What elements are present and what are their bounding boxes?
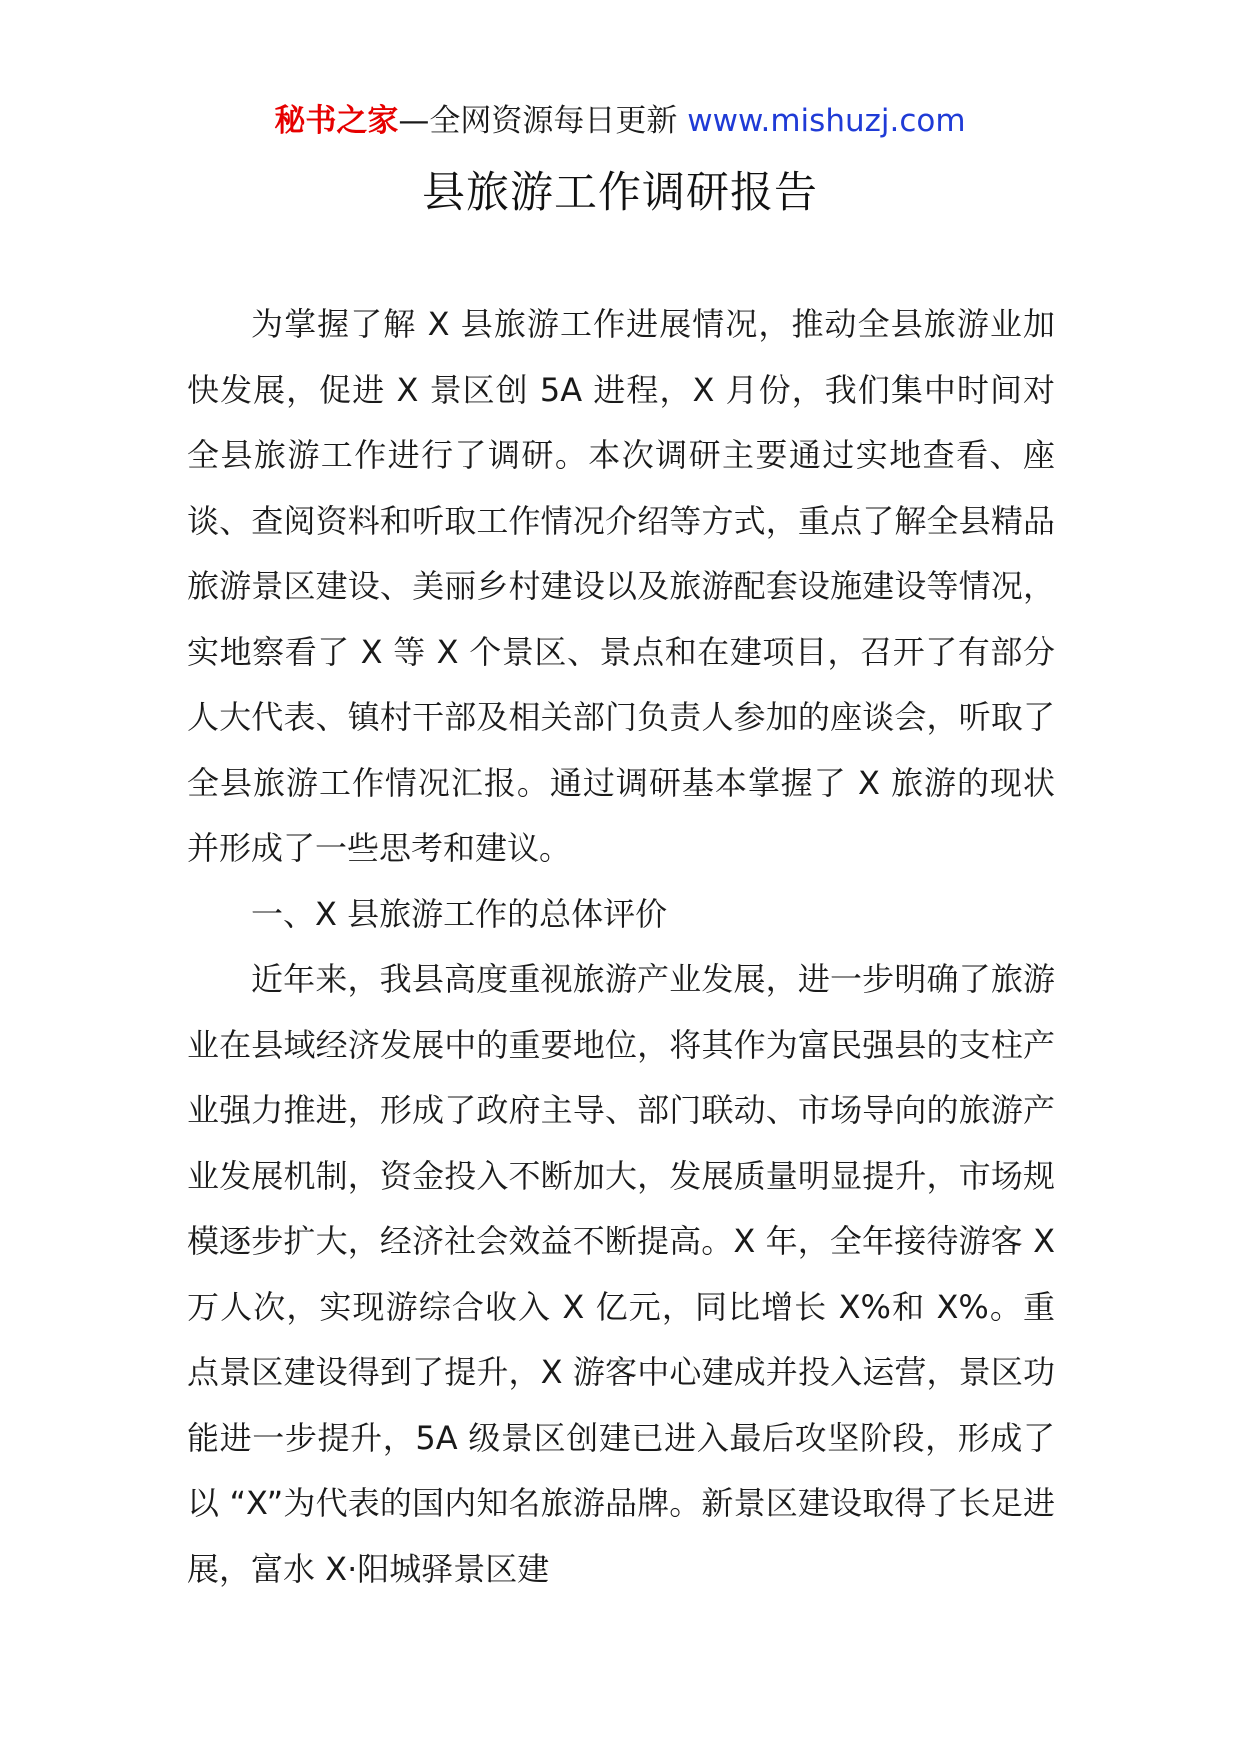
site-url-link[interactable]: www.mishuzj.com [687,103,966,139]
site-header [0,98,1240,144]
paragraph-evaluation: 近年来，我县高度重视旅游产业发展，进一步明确了旅游业在县域经济发展中的重要地位，将其作为富民强县的支柱产业强力推进，形成了政府主导、部门联动、市场导向的旅游产业发展机制，资金投入不断加大，发展质量明显提升，市场规模逐步扩大，经济社会效益不断提高。X 年，全年接待游客 X 万人次，实现游综合收入 X 亿元，同比增长 X%和 X%。重点景区建设得到了提升，X 游客中心建成并投入运营，景区功能进一步提升，5A 级景区创建已进入最后攻坚阶段，形成了以 “X”为代表的国内知名旅游品牌。新景区建设取得了长足进展，富水 X·阳城驿景区建 [187,960,1055,1588]
section-heading-1: 一、X 县旅游工作的总体评价 [251,894,668,933]
site-brand: 秘书之家 [274,103,399,139]
document-title: 县旅游工作调研报告 [422,168,818,218]
document-body [187,292,1055,1602]
paragraph-intro: 为掌握了解 X 县旅游工作进展情况，推动全县旅游业加快发展，促进 X 景区创 5A 进程，X 月份，我们集中时间对全县旅游工作进行了调研。本次调研主要通过实地查看、座谈、查阅资料和听取工作情况介绍等方式，重点了解全县精品旅游景区建设、美丽乡村建设以及旅游配套设施建设等情况，实地察看了 X 等 X 个景区、景点和在建项目，召开了有部分人大代表、镇村干部及相关部门负责人参加的座谈会，听取了全县旅游工作情况汇报。通过调研基本掌握了 X 旅游的现状并形成了一些思考和建议。 [187,305,1055,867]
site-tagline: —全网资源每日更新 [398,103,688,139]
